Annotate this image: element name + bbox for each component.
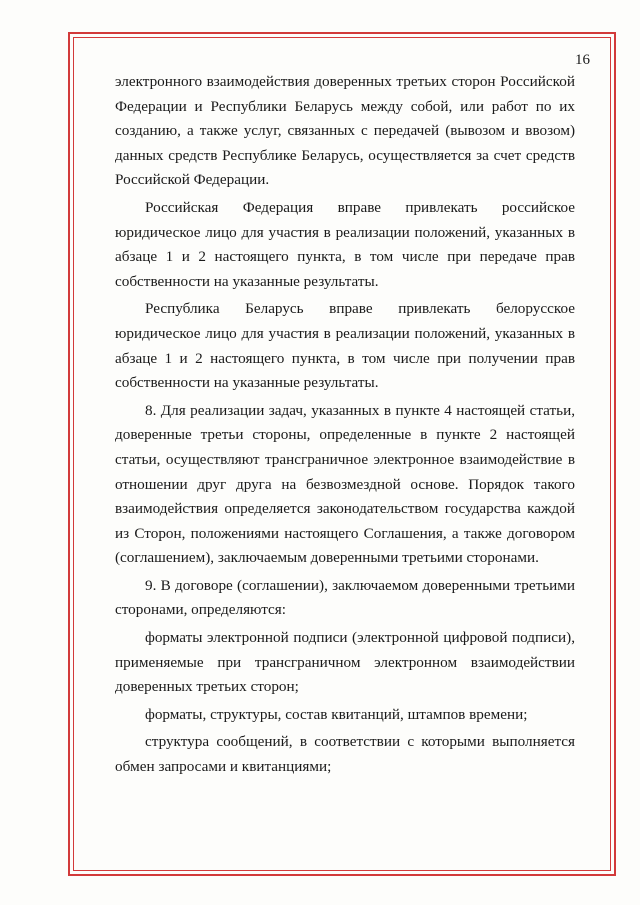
list-item-message-structure: структура сообщений, в соответствии с которыми выполняется обмен запросами и квитанциями; xyxy=(115,733,575,776)
paragraph-9: 9. В договоре (соглашении), заключаемом доверенными третьими сторонами, определяются: xyxy=(115,576,575,619)
paragraph-2: Российская Федерация вправе привлекать российское юридическое лицо для участия в реализации положений, указанных в абзаце 1 и 2 настоящего пункта, в том числе при передаче прав собственности на указанные результаты. xyxy=(115,198,575,290)
paragraph-1: электронного взаимодействия доверенных третьих сторон Российской Федерации и Республики Беларусь между собой, или работ по их созданию, а также услуг, связанных с передачей (вывозом и ввозом) данных средств Республике Беларусь, осуществляется за счет средств Российской Федерации. xyxy=(115,73,575,189)
list-item-receipt-formats: форматы, структуры, состав квитанций, штампов времени; xyxy=(145,705,528,723)
page-number: 16 xyxy=(575,52,590,68)
document-body xyxy=(115,70,575,783)
list-item-signature-formats: форматы электронной подписи (электронной цифровой подписи), применяемые при трансграничном электронном взаимодействии доверенных третьих сторон; xyxy=(115,629,575,696)
paragraph-8: 8. Для реализации задач, указанных в пункте 4 настоящей статьи, доверенные третьи стороны, определенные в пункте 2 настоящей статьи, осуществляют трансграничное электронное взаимодействие в отношении друг друга на безвозмездной основе. Порядок такого взаимодействия определяется законодательством государства каждой из Сторон, положениями настоящего Соглашения, а также договором (соглашением), заключаемым доверенными третьими сторонами. xyxy=(115,401,575,567)
paragraph-3: Республика Беларусь вправе привлекать белорусское юридическое лицо для участия в реализации положений, указанных в абзаце 1 и 2 настоящего пункта, в том числе при получении прав собственности на указанные результаты. xyxy=(115,300,575,392)
